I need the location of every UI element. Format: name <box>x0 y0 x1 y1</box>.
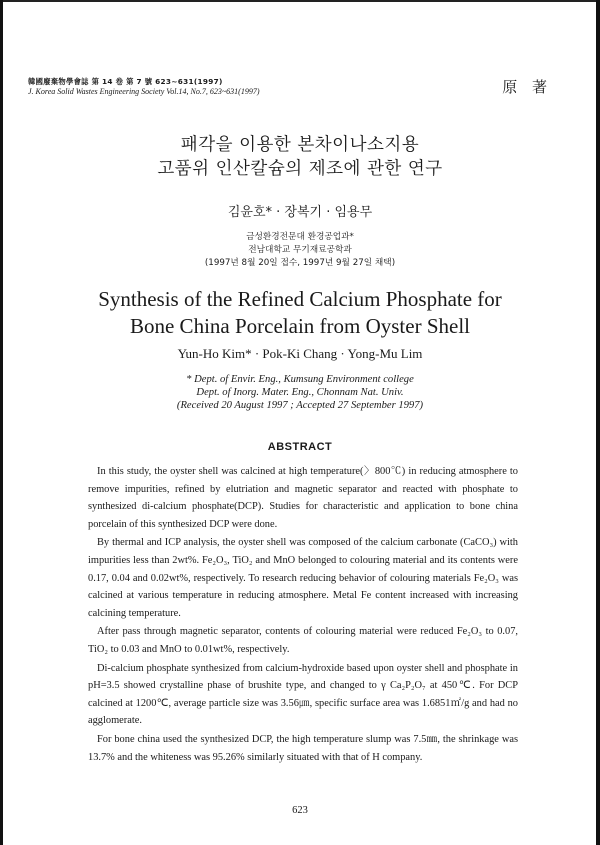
abstract-body <box>88 463 518 767</box>
abstract-paragraph: In this study, the oyster shell was calcined at high temperature(〉800℃) in reducing atmosphere to remove impurities, refined by elutriation and magnetic separator and reacted with phosphate to synthesized di-calcium phosphate(DCP). Studies for characteristic and application to bone china porcelain of this synthesized DCP were done. <box>88 466 518 530</box>
english-title-line-1: Synthesis of the Refined Calcium Phosphate for <box>98 287 502 311</box>
korean-title-line-2: 고품위 인산칼슘의 제조에 관한 연구 <box>157 159 443 179</box>
journal-name-english: J. Korea Solid Wastes Engineering Society Vol.14, No.7, 623~631(1997) <box>28 87 260 96</box>
journal-name-korean: 韓國廢棄物學會誌 第 14 卷 第 7 號 623~631(1997) <box>28 77 223 86</box>
scan-edge-top <box>0 0 600 2</box>
abstract-paragraph: For bone china used the synthesized DCP, the high temperature slump was 7.5㎜, the shrinkage was 13.7% and the whiteness was 95.26% similarly situated with that of H company. <box>88 733 518 763</box>
abstract-heading: ABSTRACT <box>267 441 333 453</box>
page-number: 623 <box>292 805 308 816</box>
scan-edge-left <box>0 0 3 845</box>
abstract-paragraph: By thermal and ICP analysis, the oyster shell was composed of the calcium carbonate (CaCO₃) with impurities less than 2wt%. Fe₂O₃, TiO₂ and MnO belonged to colouring material and its contents were 0.17, 0.04 and 0.02wt%, respectively. To research reducing behavior of colouring materials Fe₂O₃ was calcined at various temperature in reducing atmosphere. Metal Fe content increased with increasing calcining temperature. <box>88 537 518 619</box>
journal-header <box>28 77 260 97</box>
english-affiliations <box>0 373 600 413</box>
english-affiliation-2: Dept. of Inorg. Mater. Eng., Chonnam Nat. Univ. <box>196 387 404 399</box>
korean-title-line-1: 패각을 이용한 본차이나소지용 <box>180 135 420 155</box>
scan-edge-right <box>596 0 600 845</box>
english-authors: Yun-Ho Kim* · Pok-Ki Chang · Yong-Mu Lim <box>177 346 423 361</box>
korean-title <box>0 133 600 181</box>
english-received-date: (Received 20 August 1997 ; Accepted 27 September 1997) <box>176 400 424 412</box>
korean-affiliation-2: 전남대학교 무기재료공학과 <box>248 244 352 255</box>
article-type-badge: 原 著 <box>502 78 552 96</box>
abstract-paragraph: Di-calcium phosphate synthesized from calcium-hydroxide based upon oyster shell and phosphate in pH=3.5 showed crystalline phase of brushite type, and changed to γ Ca₂P₂O₇ at 450℃. For DCP calcined at 1200℃, average particle size was 3.56㎛, specific surface area was 1.6851㎡/g and had no agglomerate. <box>88 662 518 727</box>
english-title <box>0 286 600 340</box>
abstract-paragraph: After pass through magnetic separator, contents of colouring material were reduced Fe₂O₃ to 0.07, TiO₂ to 0.03 and MnO to 0.01wt%, respectively. <box>88 626 518 655</box>
korean-received-date: (1997년 8월 20일 접수, 1997년 9월 27일 채택) <box>204 257 396 268</box>
korean-authors: 김윤호* · 장복기 · 임용무 <box>227 205 373 220</box>
korean-affiliations <box>0 231 600 269</box>
english-affiliation-1: * Dept. of Envir. Eng., Kumsung Environment college <box>186 374 414 385</box>
korean-affiliation-1: 금성환경전문대 환경공업과* <box>246 232 354 242</box>
english-title-line-2: Bone China Porcelain from Oyster Shell <box>129 314 471 338</box>
